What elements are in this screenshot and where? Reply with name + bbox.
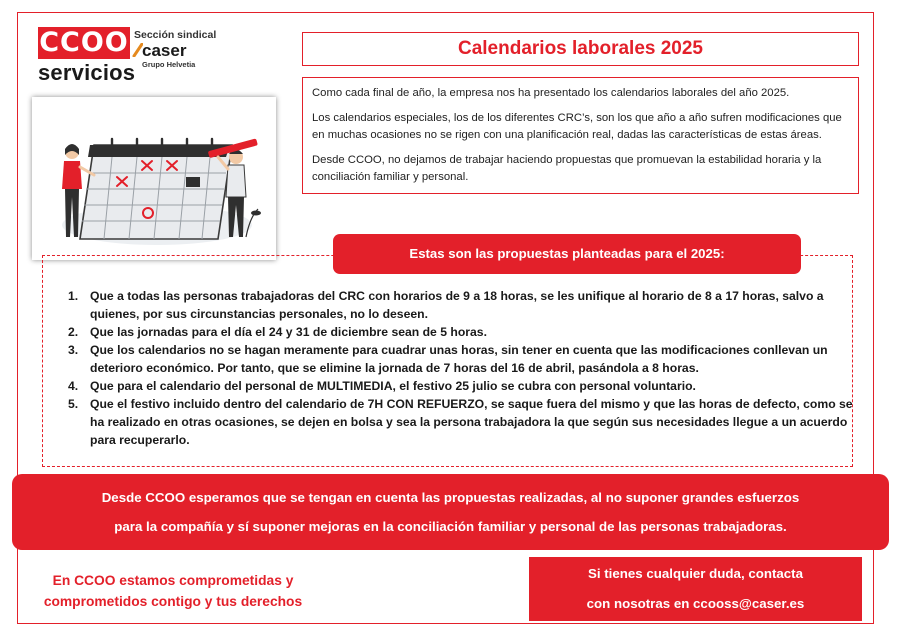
proposals-heading: Estas son las propuestas planteadas para el 2025: (409, 246, 725, 261)
intro-box (302, 77, 859, 194)
conclusion-banner (12, 474, 889, 550)
contact-box (529, 557, 862, 621)
list-item (68, 395, 853, 449)
section-label: Sección sindical (134, 29, 217, 41)
contact-line-1: Si tienes cualquier duda, contacta (587, 566, 804, 581)
contact-line-2: con nosotras en ccooss@caser.es (586, 596, 805, 611)
intro-paragraph-3: Desde CCOO, no dejamos de trabajar haciendo propuestas que promuevan la estabilidad horaria y la conciliación familiar y personal. (312, 153, 822, 183)
list-item (68, 287, 853, 323)
list-text: Que los calendarios no se hagan meramente para cuadrar unas horas, sin tener en cuenta que las modificaciones conllevan un deterioro económico. Por tanto, que se elimine la jornada de 7 horas del 16 de abril, pasándola a 8 horas. (90, 343, 828, 375)
list-item (68, 377, 853, 395)
calendar-people-icon (32, 97, 276, 260)
list-text: Que las jornadas para el día el 24 y 31 de diciembre sean de 5 horas. (90, 325, 487, 339)
commitment-line-1: En CCOO estamos comprometidas y (52, 573, 294, 588)
list-text: Que a todas las personas trabajadoras del CRC con horarios de 9 a 18 horas, se les unifique al horario de 8 a 17 horas, salvo a quienes, por sus circunstancias personales, no lo deseen. (90, 289, 824, 321)
list-item (68, 341, 853, 377)
list-text: Que el festivo incluido dentro del calendario de 7H CON REFUERZO, se saque fuera del mismo y que las horas de defecto, como se ha realizado en otras ocasiones, se dejen en bolsa y sea la persona trabajadora la que según sus necesidades llegue a un acuerdo para recuperarlo. (90, 397, 853, 447)
list-number: 2. (68, 325, 79, 339)
title-box (302, 32, 859, 66)
proposals-heading-box (333, 234, 801, 274)
proposals-list (68, 287, 853, 449)
list-number: 1. (68, 289, 79, 303)
banner-line-1: Desde CCOO esperamos que se tengan en cuenta las propuestas realizadas, al no suponer grandes esfuerzos (101, 490, 800, 505)
intro-paragraph-1: Como cada final de año, la empresa nos ha presentado los calendarios laborales del año 2025. (312, 87, 790, 99)
ccoo-logo: CCOO (39, 27, 129, 58)
page-title: Calendarios laborales 2025 (457, 38, 703, 59)
list-number: 5. (68, 397, 79, 411)
list-number: 3. (68, 343, 79, 357)
commitment-text (28, 570, 318, 612)
group-label: Grupo Helvetia (142, 60, 196, 69)
commitment-line-2: comprometidos contigo y tus derechos (43, 594, 303, 609)
logo-subtitle: servicios (38, 60, 136, 85)
caser-logo: caser (142, 41, 187, 60)
list-item (68, 323, 853, 341)
logo (38, 27, 238, 87)
banner-line-2: para la compañía y sí suponer mejoras en la conciliación familiar y personal de las personas trabajadoras. (114, 519, 787, 534)
list-text: Que para el calendario del personal de MULTIMEDIA, el festivo 25 julio se cubra con personal voluntario. (90, 379, 696, 393)
calendar-illustration (32, 97, 276, 260)
list-number: 4. (68, 379, 79, 393)
intro-paragraph-2: Los calendarios especiales, los de los diferentes CRC’s, son los que año a año sufren modificaciones que en muchas ocasiones no se rigen con una planificación real, dadas las características de estas áreas. (312, 111, 842, 141)
